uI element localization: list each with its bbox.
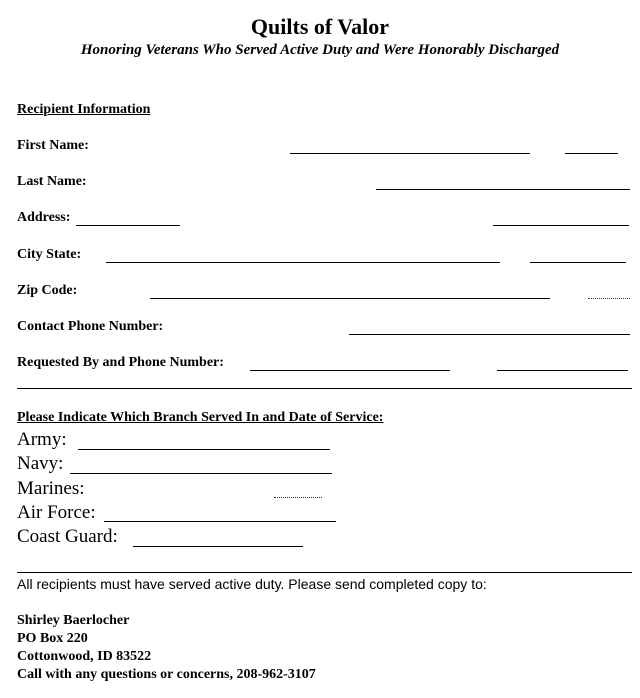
zip-field[interactable] <box>150 298 550 299</box>
requested-by-field-extra[interactable] <box>497 370 628 371</box>
zip-field-extra[interactable] <box>588 298 630 299</box>
contact-line: Call with any questions or concerns, 208-962-3107 <box>17 667 316 682</box>
city-state-field-extra[interactable] <box>530 262 626 263</box>
requested-by-label: Requested By and Phone Number: <box>17 355 224 370</box>
mail-po-box: PO Box 220 <box>17 631 88 646</box>
navy-field[interactable] <box>70 473 332 474</box>
recipient-heading: Recipient Information <box>17 102 151 117</box>
page-title: Quilts of Valor <box>250 14 390 39</box>
coast-guard-label: Coast Guard: <box>17 526 118 547</box>
first-name-field-extra[interactable] <box>565 153 618 154</box>
phone-field[interactable] <box>349 334 630 335</box>
last-name-field[interactable] <box>376 189 630 190</box>
air-force-label: Air Force: <box>17 502 96 523</box>
city-state-field[interactable] <box>106 262 500 263</box>
first-name-field[interactable] <box>290 153 530 154</box>
last-name-label: Last Name: <box>17 174 87 189</box>
address-label: Address: <box>17 210 71 225</box>
air-force-field[interactable] <box>104 521 336 522</box>
branch-heading: Please Indicate Which Branch Served In and Date of Service: <box>17 410 384 425</box>
navy-label: Navy: <box>17 453 64 474</box>
section-divider <box>17 388 632 389</box>
address-field[interactable] <box>76 225 180 226</box>
army-field[interactable] <box>78 449 330 450</box>
address-field-extra[interactable] <box>493 225 629 226</box>
page-subtitle: Honoring Veterans Who Served Active Duty and Were Honorably Discharged <box>80 42 560 58</box>
mail-city: Cottonwood, ID 83522 <box>17 649 152 664</box>
marines-field[interactable] <box>274 497 322 498</box>
zip-label: Zip Code: <box>17 283 78 298</box>
city-state-label: City State: <box>17 247 82 262</box>
army-label: Army: <box>17 429 67 450</box>
mail-recipient-name: Shirley Baerlocher <box>17 613 130 628</box>
footer-note: All recipients must have served active duty. Please send completed copy to: <box>17 576 487 592</box>
requested-by-field[interactable] <box>250 370 450 371</box>
phone-label: Contact Phone Number: <box>17 319 164 334</box>
marines-label: Marines: <box>17 478 85 499</box>
coast-guard-field[interactable] <box>133 546 303 547</box>
footer-divider <box>17 572 632 573</box>
first-name-label: First Name: <box>17 138 89 153</box>
